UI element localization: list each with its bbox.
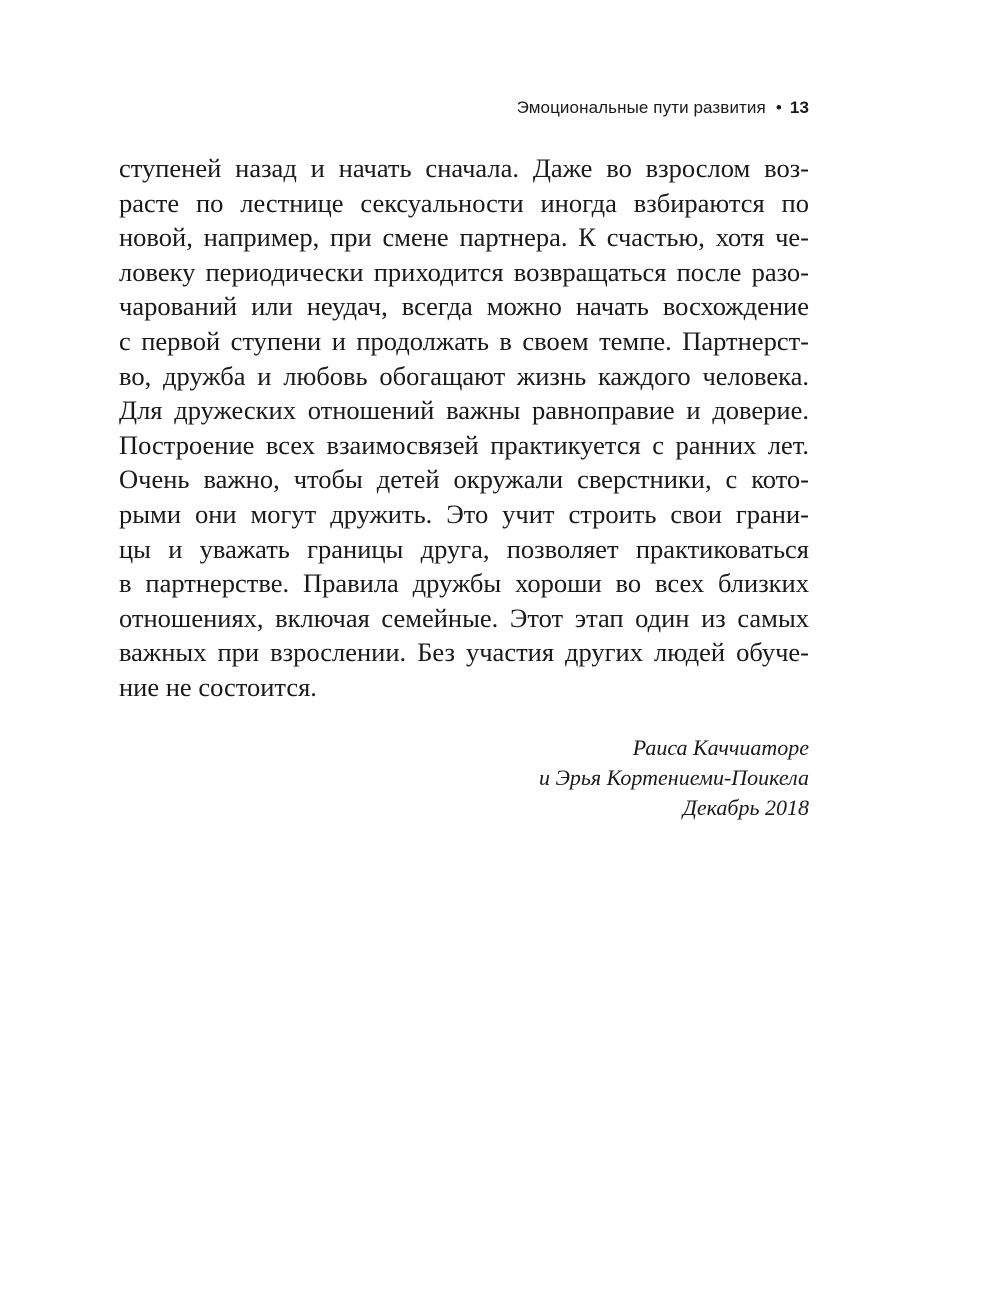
chapter-title: Эмоциональные пути развития bbox=[516, 98, 766, 117]
header-separator: • bbox=[775, 98, 782, 117]
page-number: 13 bbox=[789, 98, 809, 117]
text-line: новой, например, при смене партнера. К счастью, хотя че- bbox=[119, 222, 809, 253]
text-line: во, дружба и любовь обогащают жизнь каждого человека. bbox=[119, 360, 809, 391]
signature-date: Декабрь 2018 bbox=[682, 795, 809, 820]
text-line: Построение всех взаимосвязей практикуется с ранних лет. bbox=[119, 429, 809, 460]
text-line: с первой ступени и продолжать в своем темпе. Партнерст- bbox=[119, 325, 809, 356]
text-line: чарований или неудач, всегда можно начать восхождение bbox=[119, 291, 809, 322]
running-head bbox=[517, 97, 809, 119]
text-line: Очень важно, чтобы детей окружали сверстники, с кото- bbox=[119, 464, 809, 495]
text-line: ступеней назад и начать сначала. Даже во взрослом воз- bbox=[119, 153, 809, 183]
text-line: Для дружеских отношений важны равноправие и доверие. bbox=[119, 395, 809, 426]
text-line: рыми они могут дружить. Это учит строить свои грани- bbox=[119, 498, 809, 529]
text-line-last: ние не состоится. bbox=[119, 671, 317, 702]
text-line: отношениях, включая семейные. Этот этап один из самых bbox=[119, 602, 809, 633]
signature-block bbox=[539, 733, 809, 823]
author-line-1: Раиса Каччиаторе bbox=[632, 735, 809, 760]
body-text bbox=[119, 151, 809, 705]
text-line: в партнерстве. Правила дружбы хороши во всех близких bbox=[119, 568, 809, 599]
text-line: ловеку периодически приходится возвращаться после разо- bbox=[119, 256, 809, 287]
text-line: расте по лестнице сексуальности иногда взбираются по bbox=[119, 187, 809, 218]
text-line: важных при взрослении. Без участия других людей обуче- bbox=[119, 637, 809, 668]
text-line: цы и уважать границы друга, позволяет практиковаться bbox=[119, 533, 809, 564]
author-line-2: и Эрья Кортениеми-Поикела bbox=[539, 765, 809, 790]
